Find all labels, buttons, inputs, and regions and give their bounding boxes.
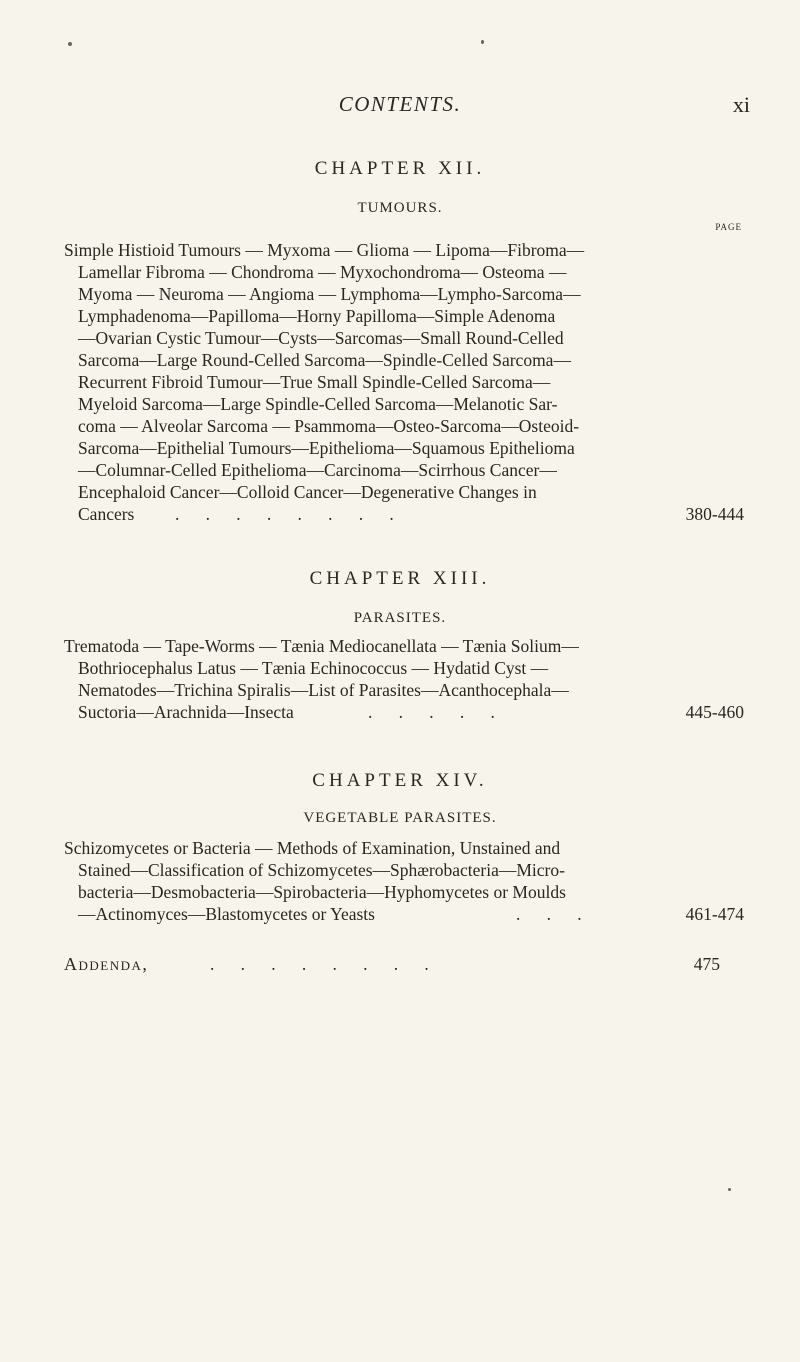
chapter-12-line: Sarcoma—Epithelial Tumours—Epithelioma—Squamous Epithelioma [78,438,575,458]
addenda-label: Addenda, [64,954,149,974]
chapter-12-subtitle: TUMOURS. [357,200,443,216]
chapter-14-pages: 461-474 [685,904,744,924]
chapter-14-heading: CHAPTER XIV. [312,770,488,791]
chapter-12-line: Cancers [78,504,135,524]
scan-speck [68,42,72,46]
chapter-12-heading: CHAPTER XII. [314,158,486,179]
folio-number: xi [732,92,750,117]
chapter-12-line: coma — Alveolar Sarcoma — Psammoma—Osteo-Sarcoma—Osteoid- [78,416,580,436]
chapter-13-line: Trematoda — Tape-Worms — Tænia Mediocanellata — Tænia Solium— [64,636,579,656]
running-head [0,92,800,122]
chapter-13-line: Bothriocephalus Latus — Tænia Echinococcus — Hydatid Cyst — [78,658,549,678]
running-title: CONTENTS. [338,92,462,116]
chapter-12-line: Encephaloid Cancer—Colloid Cancer—Degenerative Changes in [78,482,537,502]
chapter-12-line: Lymphadenoma—Papilloma—Horny Papilloma—Simple Adenoma [78,306,556,326]
chapter-12-line: Sarcoma—Large Round-Celled Sarcoma—Spindle-Celled Sarcoma— [78,350,571,370]
chapter-12-pages: 380-444 [685,504,744,524]
addenda-page: 475 [693,954,720,974]
chapter-14-leaders: . . . [516,904,582,924]
chapter-13-line: Suctoria—Arachnida—Insecta [78,702,294,722]
chapter-13-pages: 445-460 [685,702,744,722]
chapter-12-line: Simple Histioid Tumours — Myxoma — Glioma — Lipoma—Fibroma— [64,240,585,260]
chapter-14-line: Stained—Classification of Schizomycetes—Sphærobacteria—Micro- [78,860,565,880]
chapter-13-subtitle: PARASITES. [353,610,447,626]
chapter-13-leaders: . . . . . [368,702,495,722]
chapter-14-line: Schizomycetes or Bacteria — Methods of Examination, Unstained and [64,838,561,858]
chapter-12-line: Myeloid Sarcoma—Large Spindle-Celled Sarcoma—Melanotic Sar- [78,394,558,414]
chapter-12-line: Myoma — Neuroma — Angioma — Lymphoma—Lympho-Sarcoma— [78,284,581,304]
scan-speck [481,40,484,44]
page-column-label: PAGE [715,222,742,232]
chapter-13-line: Nematodes—Trichina Spiralis—List of Parasites—Acanthocephala— [78,680,569,700]
chapter-12-line: Recurrent Fibroid Tumour—True Small Spindle-Celled Sarcoma— [78,372,551,392]
chapter-12-line: —Columnar-Celled Epithelioma—Carcinoma—Scirrhous Cancer— [78,460,557,480]
chapter-12-line: —Ovarian Cystic Tumour—Cysts—Sarcomas—Small Round-Celled [78,328,564,348]
chapter-12-line: Lamellar Fibroma — Chondroma — Myxochondroma— Osteoma — [78,262,567,282]
addenda-leaders: . . . . . . . . [210,954,429,974]
chapter-13-heading: CHAPTER XIII. [309,568,491,589]
chapter-14-line: —Actinomyces—Blastomycetes or Yeasts [78,904,375,924]
chapter-14-line: bacteria—Desmobacteria—Spirobacteria—Hyphomycetes or Moulds [78,882,566,902]
chapter-12-leaders: . . . . . . . . [175,504,394,524]
scan-speck [728,1188,731,1191]
chapter-14-subtitle: VEGETABLE PARASITES. [303,810,497,826]
